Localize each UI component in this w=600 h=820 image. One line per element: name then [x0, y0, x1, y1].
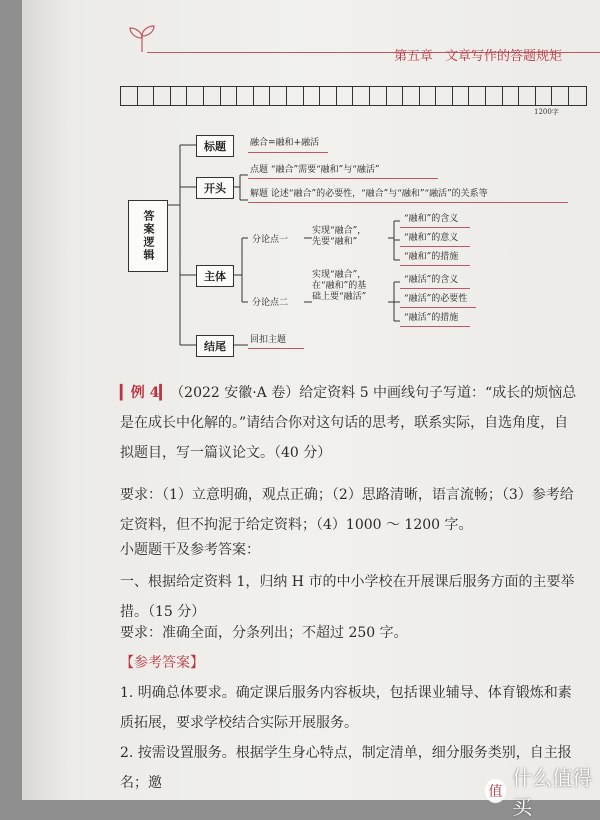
- grid-cell: [204, 87, 221, 105]
- grid-cell: [221, 87, 238, 105]
- sub-point-2-desc: 实现“融合”， 在“融和”的基 础上要“融活”: [312, 270, 367, 302]
- grid-cell: [353, 87, 370, 105]
- grid-cell: [469, 87, 486, 105]
- book-page: [22, 0, 600, 800]
- leaf-1: “融和”的含义: [404, 214, 459, 224]
- grid-cell: [569, 87, 586, 105]
- leaf-6-underline: [400, 326, 470, 327]
- leaf-4-underline: [400, 288, 470, 289]
- example-prompt: [120, 378, 580, 468]
- requirements: 要求：（1）立意明确，观点正确；（2）思路清晰，语言流畅；（3）参考给定资料，但不拘泥于给定资料；（4）1000 ～ 1200 字。: [120, 487, 574, 533]
- leaf-3: “融和”的措施: [404, 252, 459, 262]
- watermark: [485, 762, 600, 820]
- sprout-icon: [122, 24, 162, 54]
- leaf-3-underline: [400, 265, 470, 266]
- grid-cell: [387, 87, 404, 105]
- grid-cell: [420, 87, 437, 105]
- leaf-2-underline: [400, 246, 470, 247]
- running-header: [394, 45, 562, 64]
- grid-cell: [237, 87, 254, 105]
- grid-cell: [287, 87, 304, 105]
- grid-cell: [503, 87, 520, 105]
- sub-point-1-desc: 实现“融合”， 先要“融和”: [312, 226, 367, 247]
- question-1: 一、根据给定资料 1，归纳 H 市的中小学校在开展课后服务方面的主要举措。（15 分）: [120, 574, 575, 620]
- grid-cell: [121, 87, 138, 105]
- leaf-6: “融活”的措施: [404, 313, 459, 323]
- grid-cell: [254, 87, 271, 105]
- opening-point: 点题 “融合”需要“融和”与“融活”: [250, 165, 380, 175]
- node-title: 标题: [196, 135, 234, 157]
- grid-cell: [486, 87, 503, 105]
- chapter-number: 第五章: [394, 49, 434, 64]
- opening-point-underline: [248, 178, 438, 179]
- example-text: （2022 安徽·A 卷）给定资料 5 中画线句子写道：“成长的烦恼总是在成长中化解的。”请结合你对这句话的思考，联系实际，自选角度，自拟题目，写一篇议论文。（40 分）: [120, 385, 577, 461]
- watermark-text: 什么值得买: [512, 766, 593, 819]
- watermark-logo-icon: 值: [485, 779, 506, 803]
- grid-cell: [187, 87, 204, 105]
- chapter-title: 文章写作的答题规矩: [445, 49, 563, 64]
- ending-text: 回扣主题: [250, 335, 287, 345]
- node-opening: 开头: [196, 177, 234, 199]
- opening-explain-underline: [248, 202, 568, 203]
- subheading: 小题题干及参考答案：: [120, 542, 260, 558]
- leaf-2: “融和”的意义: [404, 233, 459, 243]
- answer-point-2: 2. 按需设置服务。根据学生身心特点，制定清单，细分服务类别，自主报名；邀: [120, 745, 572, 791]
- answer-point-1: 1. 明确总体要求。确定课后服务内容板块，包括课业辅导、体育锻炼和素质拓展，要求学校结合实际开展服务。: [120, 685, 572, 731]
- leaf-4: “融活”的含义: [404, 275, 459, 285]
- grid-cell: [536, 87, 553, 105]
- leaf-1-underline: [400, 227, 470, 228]
- grid-cell: [436, 87, 453, 105]
- grid-cell: [370, 87, 387, 105]
- reference-answer-label: 【参考答案】: [120, 655, 204, 671]
- grid-cell: [552, 87, 569, 105]
- question-1-requirement: 要求：准确全面，分条列出；不超过 250 字。: [120, 625, 408, 641]
- root-box: 答案逻辑: [128, 200, 168, 272]
- grid-cell: [337, 87, 354, 105]
- grid-cell: [320, 87, 337, 105]
- title-text: 融合=融和+融活: [250, 138, 320, 148]
- grid-cell: [304, 87, 321, 105]
- grid-cell: [171, 87, 188, 105]
- opening-explain: 解题 论述“融合”的必要性，“融合”与“融和”“融活”的关系等: [250, 189, 488, 199]
- grid-cell: [403, 87, 420, 105]
- grid-cell: [270, 87, 287, 105]
- grid-caption: 1200字: [534, 108, 559, 116]
- grid-cell: [154, 87, 171, 105]
- example-tag: ▎例 4▎: [120, 385, 171, 401]
- leaf-5: “融活”的必要性: [404, 294, 468, 304]
- sub-point-1: 分论点一: [252, 235, 289, 245]
- ending-underline: [248, 348, 304, 349]
- node-ending: 结尾: [196, 335, 234, 357]
- leaf-5-underline: [400, 307, 476, 308]
- title-underline: [248, 152, 328, 153]
- node-body: 主体: [196, 265, 234, 287]
- writing-grid: [120, 86, 587, 106]
- grid-cell: [138, 87, 155, 105]
- sub-point-2: 分论点二: [252, 298, 289, 308]
- grid-cell: [453, 87, 470, 105]
- grid-cell: [519, 87, 536, 105]
